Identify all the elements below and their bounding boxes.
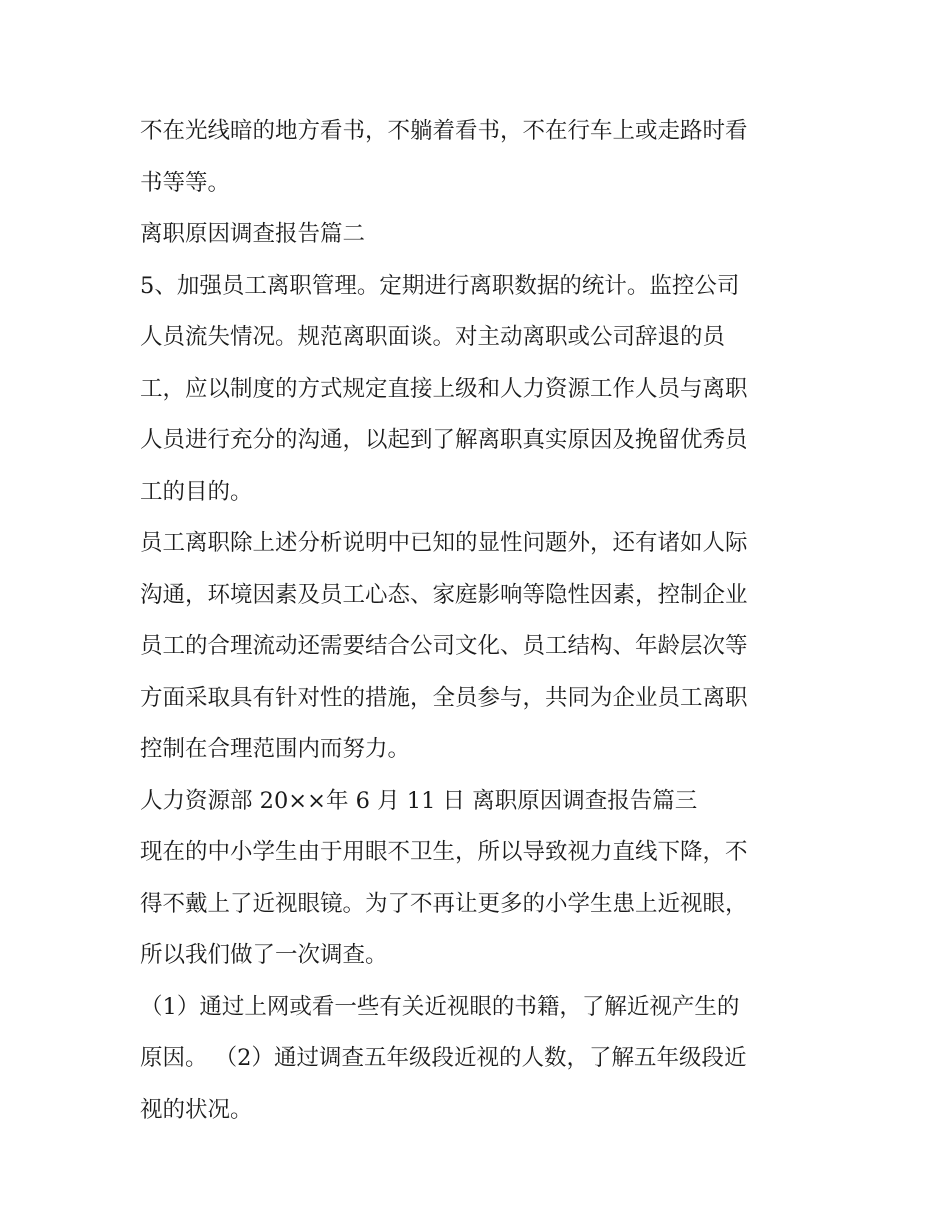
text-line: 控制在合理范围内而努力。	[140, 736, 411, 762]
text-line: 员工离职除上述分析说明中已知的显性问题外，还有诸如人际	[140, 530, 748, 556]
document-body	[140, 106, 820, 1136]
section-heading: 离职原因调查报告篇二	[140, 221, 366, 247]
text-line: 员工的合理流动还需要结合公司文化、员工结构、年龄层次等	[140, 633, 748, 659]
text-line: 现在的中小学生由于用眼不卫生，所以导致视力直线下降，不	[140, 839, 748, 865]
text-line: 所以我们做了一次调查。	[140, 942, 388, 968]
text-line: 工的目的。	[140, 478, 253, 505]
text-line: 得不戴上了近视眼镜。为了不再让更多的小学生患上近视眼，	[140, 890, 748, 917]
text-line: 不在光线暗的地方看书，不躺着看书，不在行车上或走路时看	[140, 118, 748, 144]
section-heading: 人力资源部 20××年 6 月 11 日 离职原因调查报告篇三	[140, 787, 698, 814]
text-line: 人员流失情况。规范离职面谈。对主动离职或公司辞退的员	[140, 324, 726, 350]
text-line: （1）通过上网或看一些有关近视眼的书籍，了解近视产生的	[140, 993, 740, 1020]
text-line: 沟通，环境因素及员工心态、家庭影响等隐性因素，控制企业	[140, 581, 748, 608]
text-line: 书等等。	[140, 169, 231, 196]
text-line: 原因。 （2）通过调查五年级段近视的人数，了解五年级段近	[140, 1045, 747, 1071]
text-line: 工，应以制度的方式规定直接上级和人力资源工作人员与离职	[140, 375, 748, 402]
text-line: 视的状况。	[140, 1096, 253, 1123]
text-line: 人员进行充分的沟通，以起到了解离职真实原因及挽留优秀员	[140, 427, 748, 453]
text-line: 5、加强员工离职管理。定期进行离职数据的统计。监控公司	[140, 272, 740, 299]
text-line: 方面采取具有针对性的措施，全员参与，共同为企业员工离职	[140, 684, 748, 711]
